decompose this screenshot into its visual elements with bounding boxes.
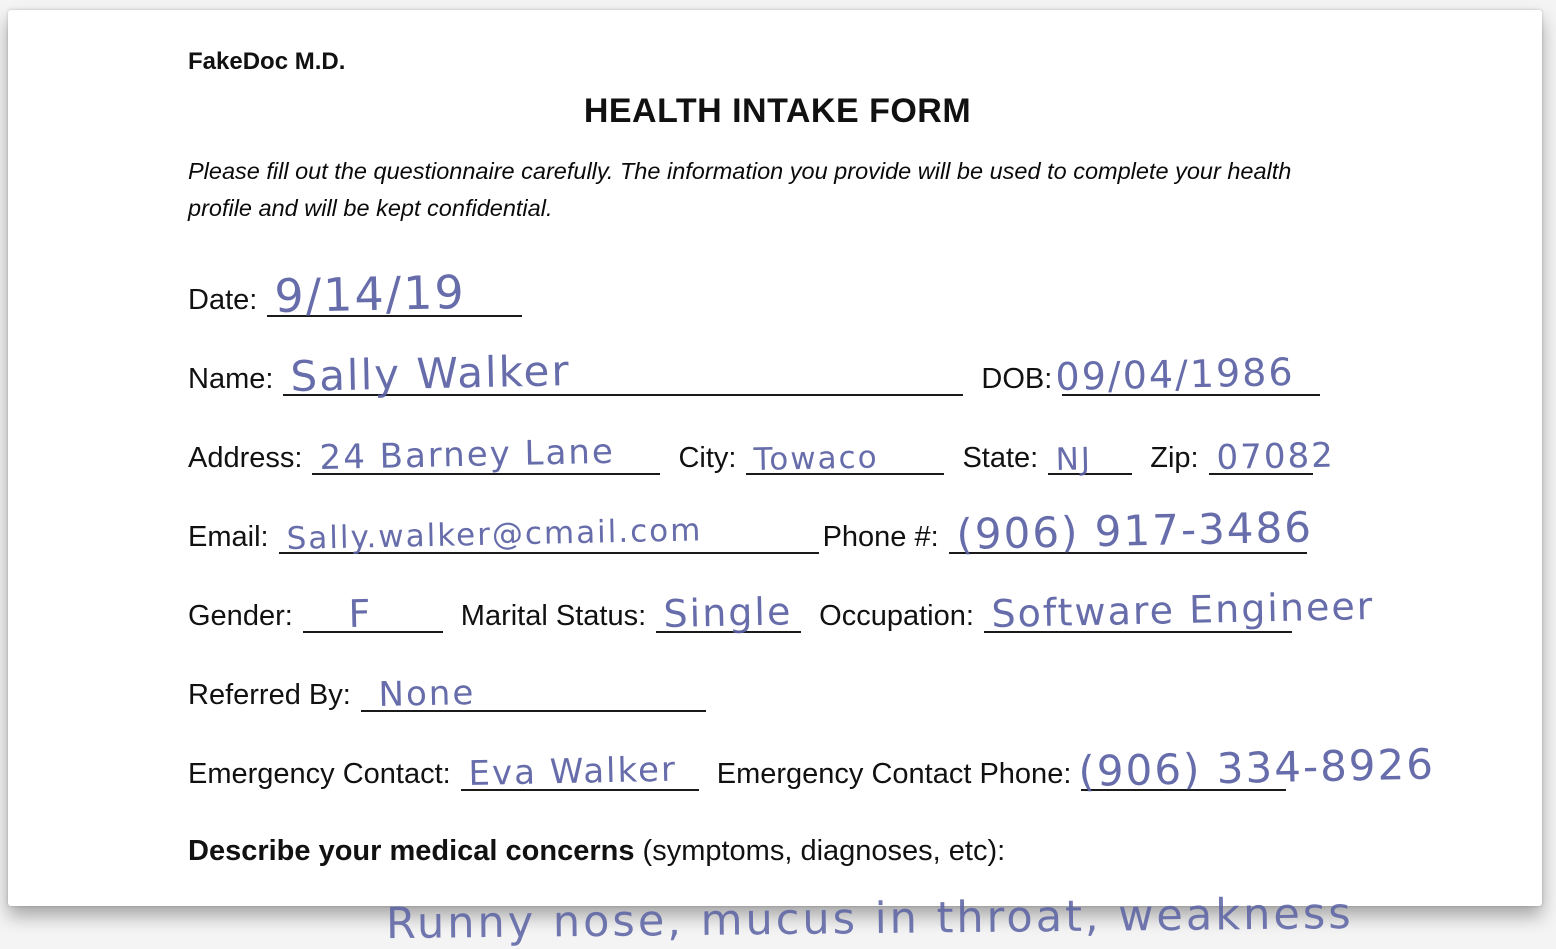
form-content [8, 10, 1542, 949]
date-handwritten-value: 9/14/19 [274, 265, 467, 323]
emergency-contact-phone-label: Emergency Contact Phone: [716, 758, 1072, 790]
medical-concerns-label [188, 835, 1367, 868]
emergency-contact-phone-handwritten-value: (906) 334-8926 [1078, 739, 1436, 796]
referred-by-field [361, 672, 706, 715]
city-field [746, 437, 944, 478]
marital-status-label: Marital Status: [460, 600, 647, 632]
gender-marital-occupation-row [188, 583, 1375, 636]
gender-label: Gender: [188, 600, 293, 632]
emergency-contact-row [188, 739, 1436, 796]
email-field [279, 512, 819, 557]
state-label: State: [962, 442, 1039, 474]
date-field [267, 265, 522, 323]
zip-handwritten-value: 07082 [1215, 435, 1335, 478]
state-handwritten-value: NJ [1055, 441, 1093, 478]
form-title: HEALTH INTAKE FORM [583, 92, 972, 130]
emergency-contact-phone-field [1078, 739, 1436, 796]
clinic-name: FakeDoc M.D. [188, 48, 346, 75]
address-field [312, 431, 660, 478]
marital-status-field [656, 589, 801, 636]
address-row [188, 431, 1367, 478]
form-instructions: Please fill out the questionnaire carefully. The information you provide will be used to complete your health profile and will be kept confidential. [188, 158, 1292, 221]
scanned-form-page [8, 10, 1542, 949]
emergency-contact-label: Emergency Contact: [188, 758, 451, 790]
occupation-field [984, 583, 1375, 636]
occupation-handwritten-value: Software Engineer [990, 583, 1375, 636]
medical-concerns-label-rest: (symptoms, diagnoses, etc): [634, 835, 1006, 867]
medical-concerns-label-bold: Describe your medical concerns [188, 835, 635, 867]
email-phone-row [188, 502, 1367, 559]
date-row [188, 265, 1367, 323]
dob-field [1055, 350, 1320, 399]
zip-field [1209, 435, 1335, 478]
dob-handwritten-value: 09/04/1986 [1055, 350, 1296, 399]
phone-field [949, 502, 1314, 559]
emergency-contact-handwritten-value: Eva Walker [467, 749, 678, 794]
date-label: Date: [188, 284, 258, 316]
name-label: Name: [188, 363, 274, 395]
marital-status-handwritten-value: Single [663, 589, 793, 636]
referred-by-label: Referred By: [188, 679, 351, 711]
name-field [283, 346, 963, 401]
referred-by-row [188, 672, 1367, 715]
city-handwritten-value: Towaco [753, 439, 880, 478]
name-handwritten-value: Sally Walker [290, 346, 572, 401]
phone-label: Phone #: [822, 521, 939, 553]
phone-handwritten-value: (906) 917-3486 [955, 502, 1314, 559]
zip-label: Zip: [1150, 442, 1199, 474]
city-label: City: [678, 442, 737, 474]
occupation-label: Occupation: [819, 600, 974, 632]
email-handwritten-value: Sally.walker@cmail.com [285, 512, 703, 557]
address-handwritten-value: 24 Barney Lane [319, 431, 616, 478]
address-label: Address: [188, 442, 303, 474]
state-field [1048, 437, 1132, 478]
email-label: Email: [188, 521, 269, 553]
medical-concerns-handwritten-value: Runny nose, mucus in throat, weakness [385, 889, 1354, 949]
referred-by-handwritten-value: None [377, 672, 476, 715]
gender-field [303, 591, 443, 636]
gender-handwritten-value: F [347, 591, 373, 636]
dob-label: DOB: [981, 363, 1053, 395]
name-dob-row [188, 346, 1367, 401]
emergency-contact-field [461, 749, 699, 794]
